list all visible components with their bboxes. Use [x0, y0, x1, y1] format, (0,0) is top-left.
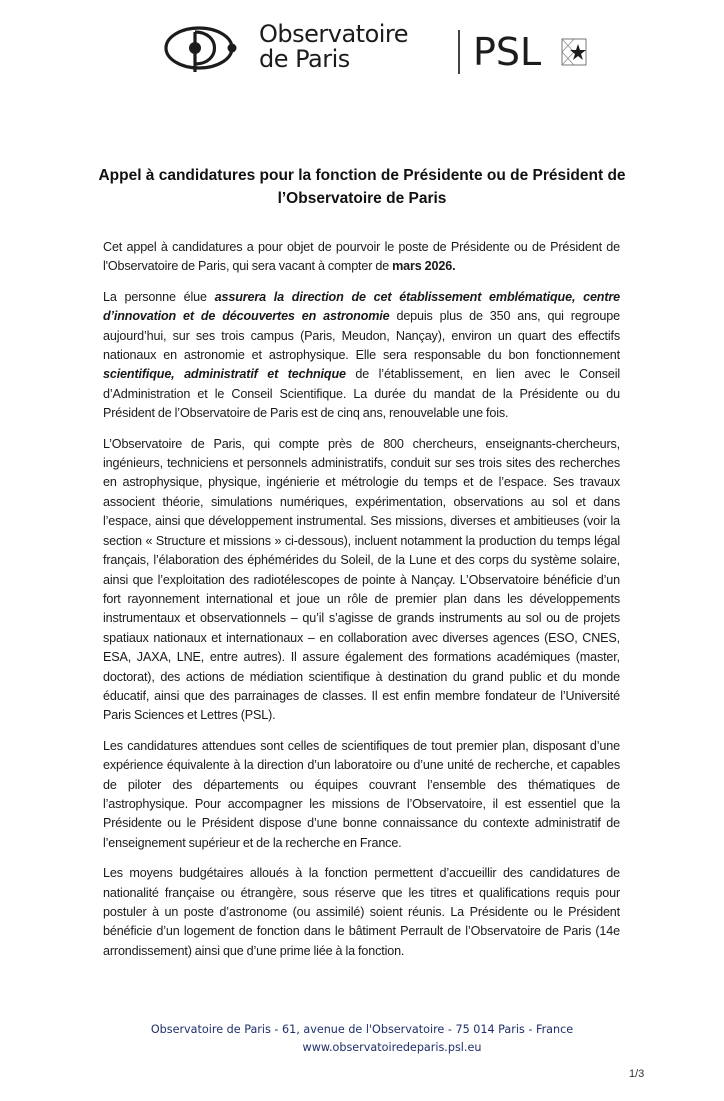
paragraph-text: depuis plus de 350 ans, qui regroupe aujourd’hui, sur ses trois campus (Paris, Meudon, Nançay), environ un quart des effectifs nationaux en astronomie et astrophysique. Elle sera responsable du bon fonctionnement	[103, 309, 620, 363]
paragraph-role	[103, 288, 620, 424]
paragraph-text: La personne élue	[103, 289, 215, 304]
paragraph-budget: Les moyens budgétaires alloués à la fonction permettent d’accueillir des candidatures de nationalité française ou étrangère, sous réserve que les titres et qualifications requis pour postuler à un poste d’astronome (ou assimilé) soient réunis. La Présidente ou le Président bénéficie d’un logement de fonction dans le bâtiment Perrault de l’Observatoire de Paris (14e arrondissement) ainsi que d’une prime liée à la fonction.	[103, 866, 620, 958]
brand-name	[259, 22, 449, 72]
paragraph-intro	[103, 238, 620, 277]
paragraph-text: de l’établissement, en lien avec le Conseil d’Administration et le Conseil Scientifique. La durée du mandat de la Présidente ou du Président de l’Observatoire de Paris est de cinq ans, renouvelable une fois.	[103, 367, 620, 421]
emphasis-text: assurera la direction de cet établissement emblématique, centre d’innovation et de découvertes en astronomie	[103, 289, 621, 324]
page-footer-area	[0, 1021, 724, 1101]
brand-separator	[458, 30, 460, 74]
title-line-1: Appel à candidatures pour la fonction de Présidente ou de Président de	[98, 167, 626, 184]
brand-line-1: Observatoire	[259, 20, 409, 48]
document-body	[103, 238, 620, 961]
vacancy-date: mars 2026.	[392, 259, 456, 274]
paragraph-text: Cet appel à candidatures a pour objet de pourvoir le poste de Présidente ou de Président de l'Observatoire de Paris, qui sera vacant à compter de	[103, 240, 620, 274]
paragraph-candidates: Les candidatures attendues sont celles de scientifiques de tout premier plan, disposant d’une expérience équivalente à la direction d’un laboratoire ou d’une unité de recherche, et capables de piloter des départements ou équipes couvrant l’ensemble des thématiques de l’astrophysique. Pour accompagner les missions de l’Observatoire, il est essentiel que la Présidente ou le Président dispose d’une bonne connaissance du contexte administratif de l’enseignement supérieur et de la recherche en France.	[103, 738, 620, 850]
brand-line-2: de Paris	[259, 45, 350, 73]
title-line-2: l’Observatoire de Paris	[277, 190, 447, 207]
footer-url[interactable]: www.observatoiredeparis.psl.eu	[302, 1041, 482, 1055]
paragraph-observatoire: L’Observatoire de Paris, qui compte près de 800 chercheurs, enseignants-chercheurs, ingénieurs, techniciens et personnels administratifs, conduit sur ses trois sites des recherches en astrophysique, physique, ingénierie et métrologie du temps et de l’espace. Ses travaux associent théorie, simulations numériques, expérimentation, observations au sol et dans l’espace, ainsi que développement instrumental. Ses missions, diverses et ambitieuses (voir la section « Structure et missions » ci-dessous), incluent notamment la production du temps légal français, l’élaboration des éphémérides du Soleil, de la Lune et des corps du système solaire, ainsi que l’exploitation des radiotélescopes de pointe à Nançay. L’Observatoire bénéficie d’un fort rayonnement international et joue un rôle de premier plan dans les développements instrumentaux et observationnels – qu’il s’agisse de grands instruments au sol ou de projets spatiaux nationaux et internationaux – en collaboration avec diverses agences (ESO, CNES, ESA, JAXA, LNE, entre autres). Il assure également des formations académiques (master, doctorat), des actions de médiation scientifique à destination du grand public et du monde éducatif, ainsi que des parrainages de classes. Il est enfin membre fondateur de l’Université Paris Sciences et Lettres (PSL).	[103, 436, 620, 723]
document-title	[60, 164, 664, 210]
page-number: 1/3	[629, 1068, 645, 1081]
page-header	[163, 18, 603, 80]
footer-address: Observatoire de Paris - 61, avenue de l'Observatoire - 75 014 Paris - France	[150, 1023, 574, 1037]
page-footer	[0, 1021, 724, 1057]
observatoire-eye-logo-icon	[163, 22, 249, 78]
psl-wordmark: PSL	[473, 30, 542, 74]
emphasis-text: scientifique, administratif et technique	[103, 367, 346, 382]
psl-star-icon	[561, 38, 587, 66]
